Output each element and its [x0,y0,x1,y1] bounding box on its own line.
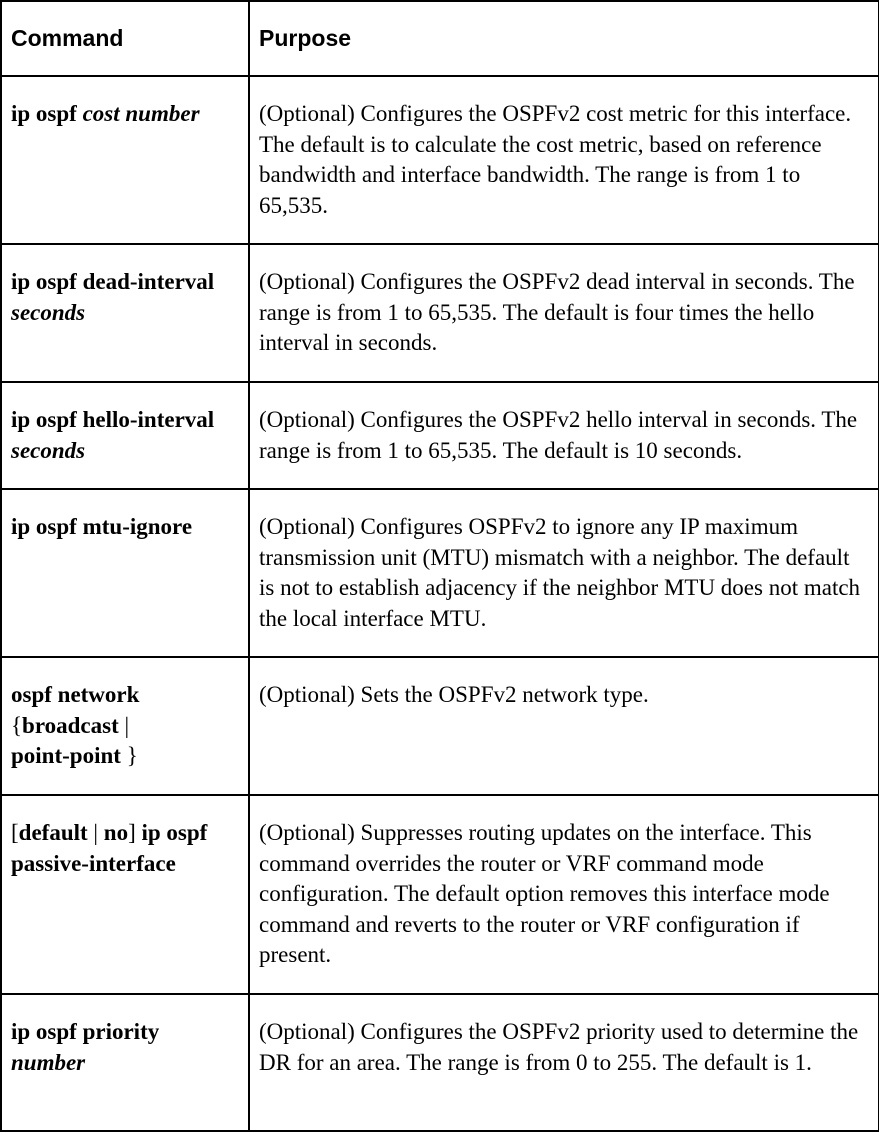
command-segment: [ [11,820,19,845]
purpose-cell: (Optional) Configures the OSPFv2 dead interval in seconds. The range is from 1 to 65,535. The default is four times the hello interval in seconds. [249,244,879,382]
command-cell [1,489,249,657]
command-cell [1,795,249,994]
table-row [1,795,879,994]
purpose-cell: (Optional) Sets the OSPFv2 network type. [249,657,879,795]
command-cell [1,994,249,1131]
purpose-cell: (Optional) Configures the OSPFv2 priority used to determine the DR for an area. The range is from 0 to 255. The default is 1. [249,994,879,1131]
header-row [1,1,879,76]
command-segment: ip ospf hello-interval [11,407,215,432]
command-segment: broadcast [22,712,119,738]
command-segment: number [11,1049,86,1075]
command-segment: ip ospf [11,101,83,126]
command-segment: cost number [82,101,200,126]
command-segment: ip ospf priority [11,1019,160,1044]
command-segment: no [103,820,129,845]
table-row [1,76,879,244]
command-segment: passive-interface [11,850,176,876]
command-cell [1,657,249,795]
command-segment: } [120,743,138,768]
purpose-cell: (Optional) Suppresses routing updates on the interface. This command overrides the router or VRF command mode configuration. The default option removes this interface mode command and reverts to the router or VRF configuration if present. [249,795,879,994]
purpose-cell: (Optional) Configures the OSPFv2 hello interval in seconds. The range is from 1 to 65,535. The default is 10 seconds. [249,382,879,489]
command-cell [1,76,249,244]
command-segment: ] [128,820,142,845]
command-cell [1,244,249,382]
command-segment: | [118,712,130,738]
table-row [1,244,879,382]
command-segment: seconds [11,299,86,325]
command-segment: | [87,820,104,845]
table-row [1,489,879,657]
command-cell [1,382,249,489]
purpose-cell: (Optional) Configures the OSPFv2 cost metric for this interface. The default is to calculate the cost metric, based on reference bandwidth and interface bandwidth. The range is from 1 to 65,535. [249,76,879,244]
command-segment: ip ospf mtu-ignore [11,514,193,539]
command-segment: { [11,712,23,738]
header-command: Command [1,1,249,76]
command-segment: seconds [11,437,86,463]
command-segment: ip ospf [141,820,208,845]
purpose-cell: (Optional) Configures OSPFv2 to ignore any IP maximum transmission unit (MTU) mismatch with a neighbor. The default is not to establish adjacency if the neighbor MTU does not match the local interface MTU. [249,489,879,657]
command-segment: ip ospf dead-interval [11,269,215,294]
header-purpose: Purpose [249,1,879,76]
command-segment: ospf network [11,682,140,707]
table-row [1,994,879,1131]
command-segment: point-point [11,743,121,768]
table-row [1,657,879,795]
table-row [1,382,879,489]
command-segment: default [18,820,88,845]
